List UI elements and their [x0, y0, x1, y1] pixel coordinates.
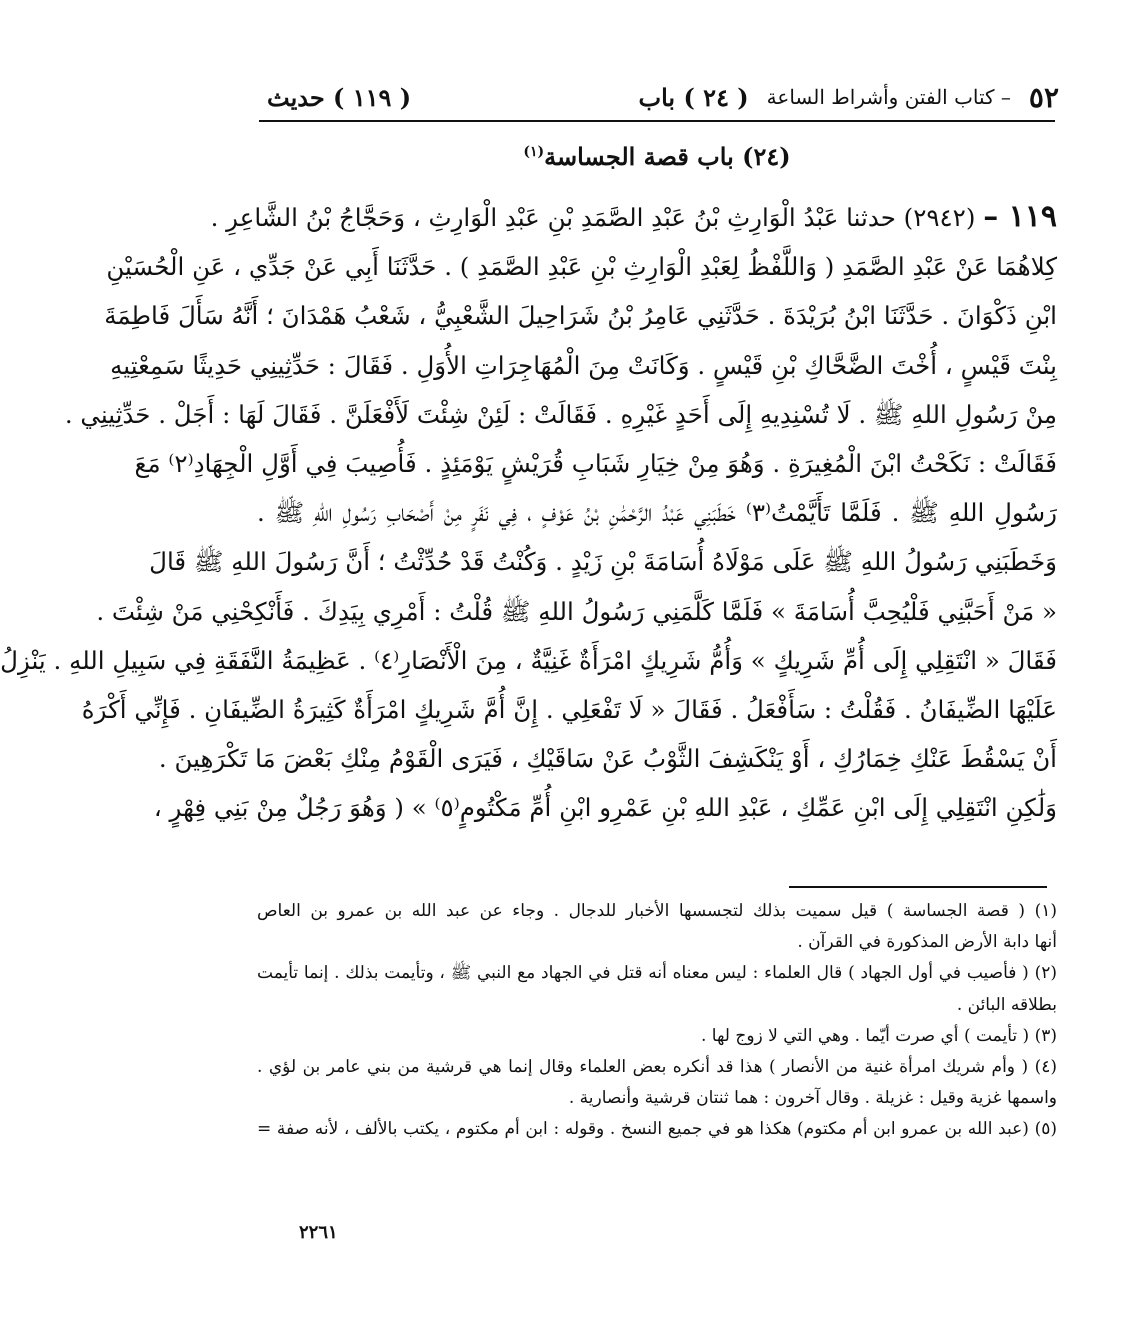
hadith-line: فَقَالَتْ : نَكَحْتُ ابْنَ الْمُغِيرَةِ . وَهُوَ مِنْ خِيَارِ شَبَابِ قُرَيْشٍ يَوْمَئِذٍ . فَأُصِيبَ فِي أَوَّلِ الْجِهَادِ⁽٢⁾ مَعَ [134, 449, 1057, 479]
hadith-line: أَنْ يَسْقُطَ عَنْكِ خِمَارُكِ ، أَوْ يَنْكَشِفَ الثَّوْبُ عَنْ سَاقَيْكِ ، فَيَرَى الْقَوْمُ مِنْكِ بَعْضَ مَا تَكْرَهِينَ . [158, 744, 1057, 774]
header-right-group [639, 81, 1059, 114]
running-header [267, 74, 1059, 120]
hadith-number: ١١٩ – [983, 199, 1057, 234]
hadith-line: وَلَٰكِنِ انْتَقِلِي إِلَى ابْنِ عَمِّكِ ، عَبْدِ اللهِ بْنِ عَمْرِو ابْنِ أُمِّ مَكْتُومٍ⁽٥⁾ » ( وَهُوَ رَجُلٌ مِنْ بَنِي فِهْرٍ ، [153, 793, 1057, 823]
hadith-line: بِنْتَ قَيْسٍ ، أُخْتَ الضَّحَّاكِ بْنِ قَيْسٍ . وَكَانَتْ مِنَ الْمُهَاجِرَاتِ الأُوَلِ . فَقَالَ : حَدِّثِينِي حَدِيثًا سَمِعْتِيهِ [110, 350, 1057, 380]
hadith-line: ابْنِ ذَكْوَانَ . حَدَّثَنَا ابْنُ بُرَيْدَةَ . حَدَّثَنِي عَامِرُ بْنُ شَرَاحِيلَ الشَّعْبِيُّ ، شَعْبُ هَمْدَانَ ؛ أَنَّهُ سَأَلَ فَاطِمَةَ [104, 301, 1057, 331]
hadith-line: « مَنْ أَحَبَّنِي فَلْيُحِبَّ أُسَامَةَ » فَلَمَّا كَلَّمَنِي رَسُولُ اللهِ ﷺ قُلْتُ : أَمْرِي بِيَدِكَ . فَأَنْكِحْنِي مَنْ شِئْتَ . [96, 596, 1057, 626]
footnotes [257, 896, 1057, 1146]
footnote-line: واسمها غزية وقيل : غزيلة . وقال آخرون : هما ثنتان قرشية وأنصارية . [568, 1088, 1057, 1109]
section-title-note: (١) [523, 144, 545, 160]
footnote-line: (٣) ( تأيمت ) أي صرت أيّما . وهي التي لا زوج لها . [700, 1025, 1057, 1046]
hadith-line [210, 192, 1057, 242]
footnote-line: (١) ( قصة الجساسة ) قيل سميت بذلك لتجسسها الأخبار للدجال . وجاء عن عبد الله بن عمرو بن العاص [257, 901, 1057, 921]
hadith-line: رَسُولِ اللهِ ﷺ . فَلَمَّا تَأَيَّمْتُ⁽٣⁾ خَطَبَنِي عَبْدُ الرَّحْمَٰنِ بْنُ عَوْفٍ ، فِي نَفَرٍ مِنْ أَصْحَابِ رَسُولِ اللهِ ﷺ . [257, 498, 1057, 528]
hadith-line: كِلاهُمَا عَنْ عَبْدِ الصَّمَدِ ( وَاللَّفْظُ لِعَبْدِ الْوَارِثِ بْنِ عَبْدِ الصَّمَدِ ) . حَدَّثَنَا أَبِي عَنْ جَدِّي ، عَنِ الْحُسَيْنِ [106, 252, 1057, 282]
hadith-body [0, 192, 1057, 833]
header-rule [259, 120, 1055, 122]
footer-page-number: ٢٢٦١ [299, 1222, 338, 1243]
hadith-line: فَقَالَ « انْتَقِلِي إِلَى أُمِّ شَرِيكٍ » وَأُمُّ شَرِيكٍ امْرَأَةٌ غَنِيَّةٌ ، مِنَ الْأَنْصَارِ⁽٤⁾ . عَظِيمَةُ النَّفَقَةِ فِي سَبِيلِ اللهِ . يَنْزِلُ [0, 645, 1057, 675]
hadith-line-text: (٢٩٤٢) حدثنا عَبْدُ الْوَارِثِ بْنُ عَبْدِ الصَّمَدِ بْنِ عَبْدِ الْوَارِثِ ، وَحَجَّاجُ بْنُ الشَّاعِرِ . [210, 203, 976, 232]
header-hadith-ref: ( ١١٩ ) حديث [267, 82, 412, 112]
footnote-line: (٢) ( فأصيب في أول الجهاد ) قال العلماء : ليس معناه أنه قتل في الجهاد مع النبي ﷺ ، وتأيمت بذلك . إنما تأيمت [257, 963, 1057, 984]
hadith-line: وَخَطَبَنِي رَسُولُ اللهِ ﷺ عَلَى مَوْلَاهُ أُسَامَةَ بْنِ زَيْدٍ . وَكُنْتُ قَدْ حُدِّثْتُ ؛ أَنَّ رَسُولَ اللهِ ﷺ قَالَ [149, 547, 1057, 577]
footnote-line: (٥) (عبد الله بن عمرو ابن أم مكتوم) هكذا هو في جميع النسخ . وقوله : ابن أم مكتوم ، يكتب بالألف ، لأنه صفة = [257, 1119, 1057, 1140]
footnote-line: أنها دابة الأرض المذكورة في القرآن . [797, 932, 1057, 953]
header-book-title: – كتاب الفتن وأشراط الساعة [766, 85, 1011, 109]
footnote-rule [789, 886, 1047, 888]
hadith-line: عَلَيْهَا الضِّيفَانُ . فَقُلْتُ : سَأَفْعَلُ . فَقَالَ « لَا تَفْعَلِي . إِنَّ أُمَّ شَرِيكٍ امْرَأَةٌ كَثِيرَةُ الضِّيفَانِ . فَإِنِّي أَكْرَهُ [81, 695, 1057, 725]
footnote-line: (٤) ( وأم شريك امرأة غنية من الأنصار ) هذا قد أنكره بعض العلماء وقال إنما هي قرشية من بني عامر بن لؤي . [257, 1057, 1057, 1078]
section-title [259, 142, 1055, 171]
hadith-line: مِنْ رَسُولِ اللهِ ﷺ . لَا تُسْنِدِيهِ إِلَى أَحَدٍ غَيْرِهِ . فَقَالَتْ : لَئِنْ شِئْتَ لَأَفْعَلَنَّ . فَقَالَ لَهَا : أَجَلْ . حَدِّثِينِي . [64, 399, 1057, 429]
header-chapter-ref: ( ٢٤ ) باب [638, 82, 749, 112]
section-title-text: (٢٤) باب قصة الجساسة [544, 142, 791, 171]
footnote-line: بطلاقه البائن . [956, 994, 1057, 1015]
header-page-number: ٥٢ [1028, 80, 1059, 114]
